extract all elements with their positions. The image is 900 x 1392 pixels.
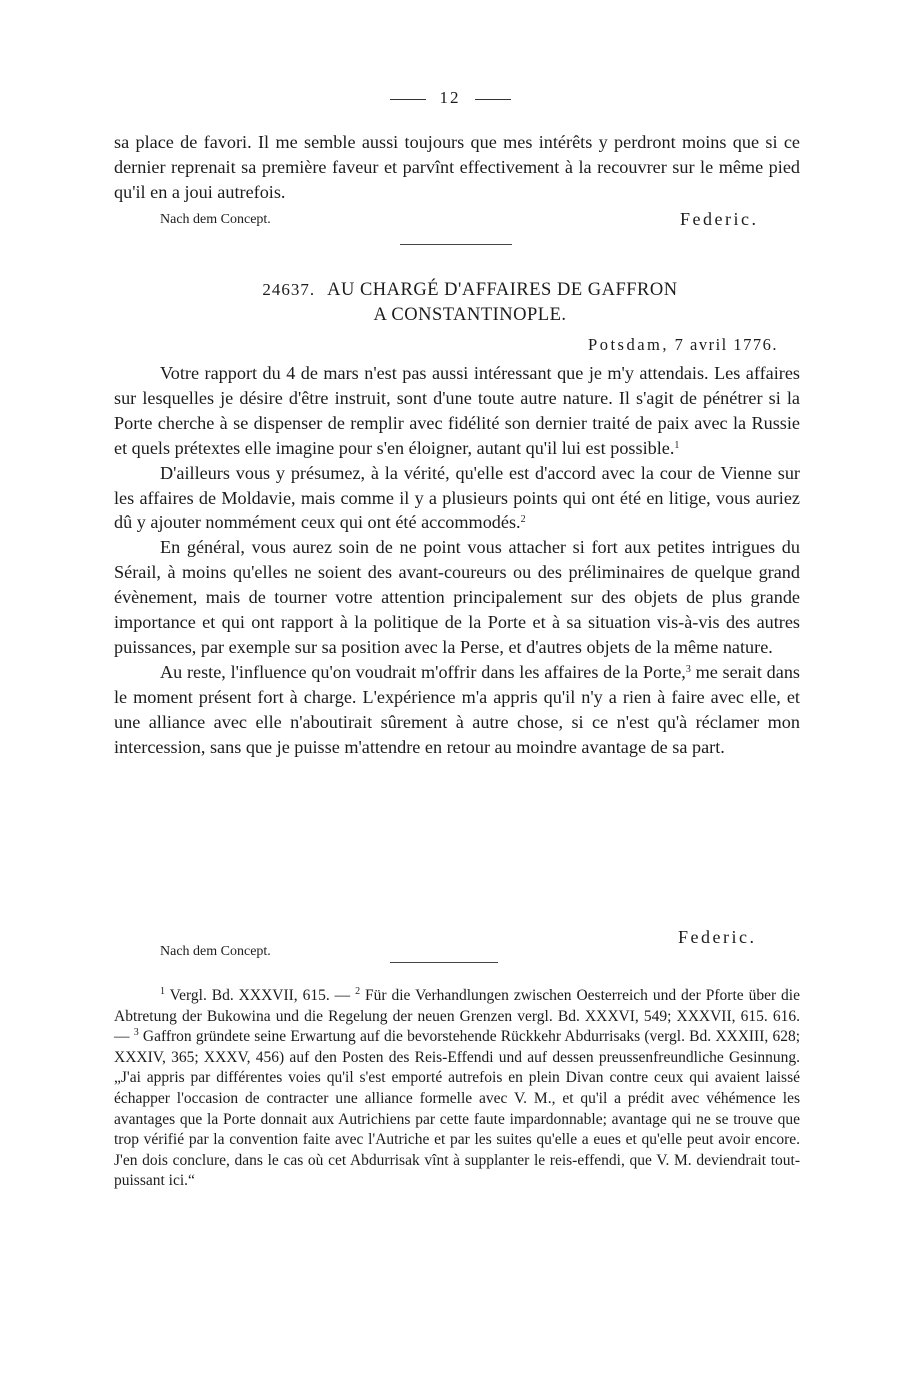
paragraph-4-text-after: me serait dans le moment présent fort à charge. L'expérience m'a appris qu'il n'y a rien à faire avec elle, et une alliance avec elle n'aboutirait sûrement à autre chose, si ce n'est qu'à réclamer mon intercession, sans que je puisse m'attendre en retour au moindre avantage de sa part.	[114, 661, 800, 757]
page-number: 12	[439, 88, 461, 107]
previous-letter-text: sa place de favori. Il me semble aussi toujours que mes intérêts y perdront moins que si ce dernier reprenait sa première faveur et parvînt effectivement à la recouvrer sur le même pied qu'il en a joui autrefois.	[114, 132, 800, 202]
footnote-1: Vergl. Bd. XXXVII, 615. —	[169, 987, 351, 1004]
footnote-mark-3: 3	[133, 1027, 139, 1039]
paragraph-1-text: Votre rapport du 4 de mars n'est pas aussi intéressant que je m'y attendais. Les affaires sur lesquelles je désire d'être instruit, sont d'une toute autre nature. Il s'agit de pénétrer si la Porte cherche à se dispenser de remplir avec fidélité son dernier traité de paix avec la Russie et quels prétextes elle imagine pour s'en éloigner, autant qu'il lui est possible.	[114, 363, 800, 458]
letter-dateline	[588, 335, 778, 355]
letter-source: Nach dem Concept.	[160, 944, 271, 959]
section-divider	[400, 244, 512, 245]
footnote-mark-2: 2	[355, 986, 361, 997]
previous-letter-ending	[114, 130, 800, 205]
footnote-ref-3: 3	[685, 663, 691, 675]
letter-date: 7 avril 1776.	[674, 335, 778, 354]
header-dash-right	[475, 99, 511, 100]
previous-letter-signature: Federic.	[680, 209, 759, 229]
paragraph-2-text: D'ailleurs vous y présumez, à la vérité, qu'elle est d'accord avec la cour de Vienne sur les affaires de Moldavie, mais comme il y a plusieurs points qui ont été en litige, vous auriez dû y ajouter nommément ceux qui ont été accommodés.	[114, 462, 800, 533]
footnote-2: Für die Verhandlungen zwischen Oesterreich und der Pforte über die Abtretung der Bukowina und die Regelung der neuen Grenzen vergl. Bd. XXXVI, 549; XXXVII, 615. 616. —	[114, 987, 800, 1046]
footnote-divider	[390, 962, 498, 963]
footnotes-text	[114, 986, 800, 1192]
footnote-ref-2: 2	[520, 514, 526, 526]
letter-signature: Federic.	[678, 927, 757, 947]
letter-heading	[150, 278, 790, 327]
paragraph-4-text-before: Au reste, l'influence qu'on voudrait m'offrir dans les affaires de la Porte,	[160, 661, 686, 682]
letter-paragraph-2	[114, 461, 800, 536]
letter-number: 24637.	[262, 280, 316, 299]
footnote-3: Gaffron gründete seine Erwartung auf die bevorstehende Rückkehr Abdurrisaks (vergl. Bd. XXXIII, 628; XXXIV, 365; XXXV, 456) auf den Posten des Reis-Effendi und auf dessen preussenfreundliche Gesinnung. „J'ai appris par différentes voies qu'il s'est emporté autrefois en plein Divan contre ceux qui avaient laissé échapper l'occasion de contracter une alliance formelle avec V. M., et qu'il a prédit avec véhémence les avantages que la Porte donnait aux Autrichiens par cette faute impardonnable; avantage qui ne se trouve que trop vérifié par la convention faite avec l'Autriche et par les suites qu'elle a eues et qu'elle peut avoir encore. J'en dois conclure, dans le cas où cet Abdurrisak vînt à supplanter le reis-effendi, que V. M. deviendrait tout-puissant ici.“	[114, 1028, 801, 1190]
footnote-ref-1: 1	[674, 439, 680, 451]
letter-title-line2: A CONSTANTINOPLE.	[373, 304, 567, 325]
previous-letter-source: Nach dem Concept.	[160, 212, 271, 227]
letter-title-line1: AU CHARGÉ D'AFFAIRES DE GAFFRON	[327, 280, 678, 300]
letter-paragraph-1	[114, 361, 800, 461]
page-header	[0, 88, 900, 108]
letter-paragraph-3: En général, vous aurez soin de ne point vous attacher si fort aux petites intrigues du Sérail, à moins qu'elles ne soient des avant-coureurs ou des préliminaires de quelque grand évènement, mais de tourner votre attention principalement sur des objets de plus grande importance et qui ont rapport à la politique de la Porte et à sa situation vis-à-vis des autres puissances, par exemple sur sa position avec la Perse, et d'autres objets de la même nature.	[114, 537, 800, 657]
letter-paragraph-4	[114, 660, 800, 760]
letter-place: Potsdam,	[588, 335, 669, 354]
footnote-mark-1: 1	[160, 986, 165, 997]
header-dash-left	[390, 99, 426, 100]
footnotes	[114, 986, 800, 1192]
letter-body	[114, 361, 800, 760]
